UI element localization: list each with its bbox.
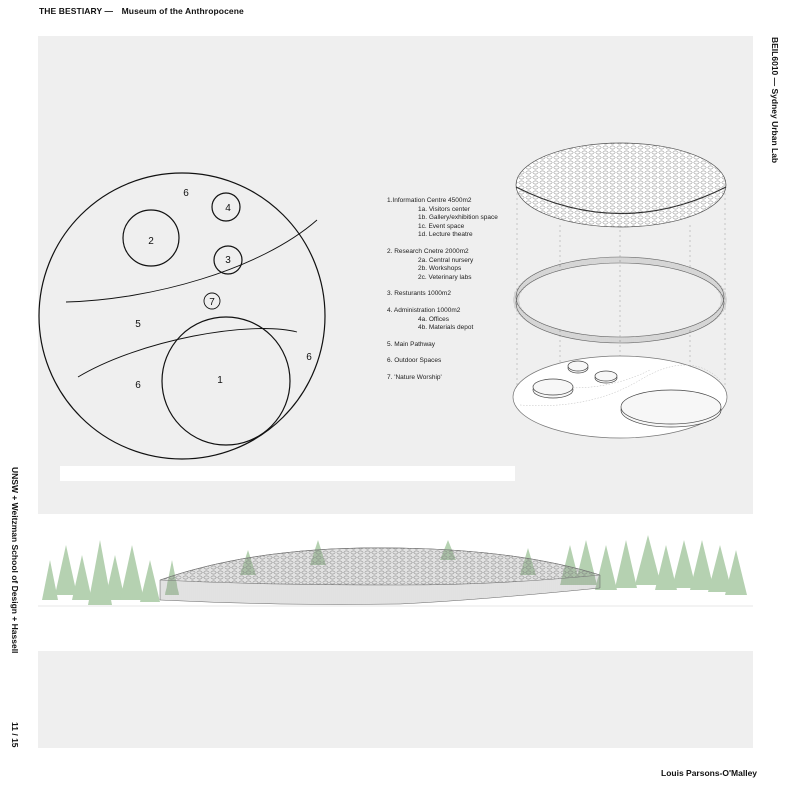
legend-subitem: 2a. Central nursery: [418, 256, 474, 264]
legend-item: 3. Resturants 1000m2: [387, 290, 451, 298]
label-zone-6b: 6: [135, 380, 141, 391]
legend-gap: [387, 366, 498, 374]
label-zone-2: 2: [148, 236, 154, 247]
label-zone-4: 4: [225, 203, 231, 214]
legend-gap: [387, 282, 498, 290]
author-name: Louis Parsons-O'Malley: [661, 768, 758, 778]
legend-subitem: 2c. Veterinary labs: [418, 273, 472, 281]
landscape-elevation: [38, 535, 753, 606]
title-subtitle: Museum of the Anthropocene: [121, 6, 244, 16]
legend-item: 1.Information Centre 4500m2: [387, 197, 472, 204]
legend-subitem: 1a. Visitors center: [418, 205, 470, 213]
roof-canopy: [516, 143, 726, 227]
legend-subitem: 1d. Lecture theatre: [418, 231, 473, 239]
legend-item: 7. 'Nature Worship': [387, 373, 442, 381]
label-zone-3: 3: [225, 255, 231, 266]
legend-gap: [387, 333, 498, 341]
title-main: THE BESTIARY —: [39, 6, 114, 16]
label-zone-7: 7: [209, 297, 215, 308]
legend-gap: [387, 240, 498, 248]
label-zone-6c: 6: [306, 352, 312, 363]
bubble-diagram: [39, 173, 325, 459]
site-circle: [39, 173, 325, 459]
exploded-axonometric: [513, 143, 727, 438]
legend-item: 5. Main Pathway: [387, 340, 436, 348]
school-label: UNSW + Weitzman School of Design + Hassell: [10, 467, 20, 654]
page-number: 11 / 15: [10, 722, 20, 748]
legend-subitem: 2b. Workshops: [418, 265, 462, 273]
label-zone-6a: 6: [183, 188, 189, 199]
legend-subitem: 4a. Offices: [418, 315, 449, 323]
pathway-lower-edge: [78, 329, 297, 377]
label-zone-5: 5: [135, 319, 141, 330]
legend-item: 6. Outdoor Spaces: [387, 357, 442, 365]
course-label-text: BEIL6010 — Sydney Urban Lab: [770, 37, 780, 164]
pathway-upper-edge: [66, 220, 317, 302]
legend-item: 2. Research Cnetre 2000m2: [387, 247, 469, 255]
legend-subitem: 4b. Materials depot: [418, 324, 474, 332]
legend-gap: [387, 349, 498, 357]
legend-subitem: 1b. Gallery/exhibition space: [418, 214, 498, 222]
program-legend: [387, 197, 498, 383]
legend-subitem: 1c. Event space: [418, 222, 465, 230]
legend-gap: [387, 299, 498, 307]
zone-1-circle: [162, 317, 290, 445]
ground-plane: [513, 356, 727, 438]
label-zone-1: 1: [217, 375, 223, 386]
legend-item: 4. Administration 1000m2: [387, 306, 461, 314]
